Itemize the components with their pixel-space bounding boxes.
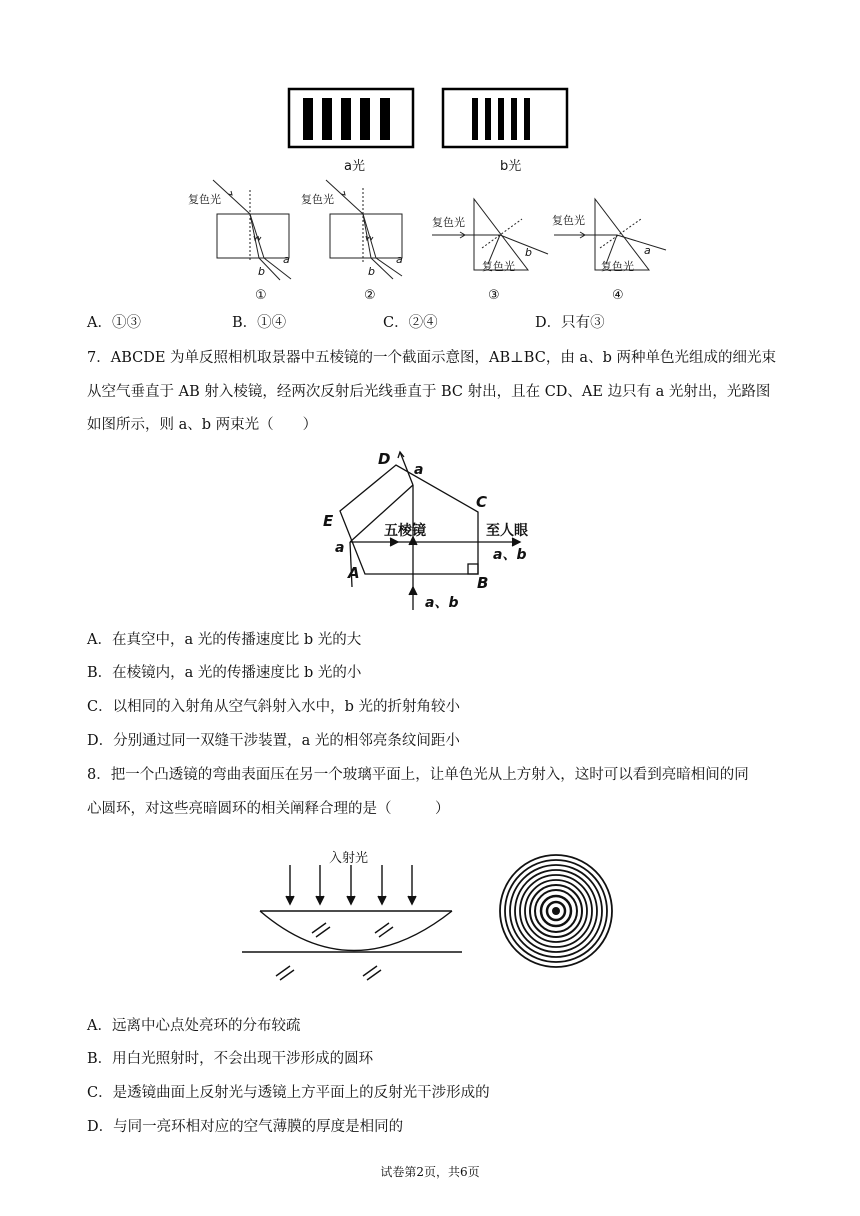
- q8-stem-line-1: 8．把一个凸透镜的弯曲表面压在另一个玻璃平面上，让单色光从上方射入，这时可以看到亮暗相间的同: [87, 767, 749, 783]
- q6-diagram-svg: [0, 0, 860, 320]
- q7-option-a: A．在真空中，a 光的传播速度比 b 光的大: [87, 632, 362, 648]
- vertex-c: C: [476, 493, 488, 511]
- newton-rings-svg: [0, 840, 860, 1000]
- q6-option-d: D．只有③: [535, 315, 605, 331]
- fig3-composite-in-label: 复色光: [432, 216, 465, 229]
- exit-ab-label: a、b: [493, 547, 527, 563]
- page-footer: 试卷第2页，共6页: [380, 1165, 480, 1179]
- a-label-left: a: [335, 540, 345, 556]
- q6-fig2: [326, 180, 402, 279]
- newton-rings: [500, 855, 612, 967]
- fig2-ray-b: b: [368, 265, 375, 278]
- fig-number-2: ②: [364, 288, 376, 303]
- fig3-ray-b: b: [525, 246, 532, 259]
- fig3-composite-out-label: 复色光: [482, 260, 515, 273]
- q7-stem-line-3: 如图所示，则 a、b 两束光（ ）: [87, 417, 318, 433]
- vertex-d: D: [378, 450, 391, 468]
- q6-option-b: B．①④: [232, 315, 287, 331]
- grating-b-label: b光: [500, 159, 522, 174]
- a-label-top: a: [414, 462, 424, 478]
- q7-stem-line-2: 从空气垂直于 AB 射入棱镜，经两次反射后光线垂直于 BC 射出，且在 CD、AE 边只有 a 光射出，光路图: [87, 384, 771, 400]
- vertex-b: B: [477, 574, 489, 592]
- fig2-ray-a: a: [396, 253, 403, 266]
- q8-option-b: B．用白光照射时，不会出现干涉形成的圆环: [87, 1051, 374, 1067]
- q7-option-d: D．分别通过同一双缝干涉装置，a 光的相邻亮条纹间距小: [87, 733, 460, 749]
- fig-number-3: ③: [488, 288, 500, 303]
- fig4-composite-out-label: 复色光: [601, 260, 634, 273]
- q6-option-a: A．①③: [87, 315, 141, 331]
- fig4-ray-a: a: [644, 244, 651, 257]
- eye-label: 至人眼: [486, 523, 528, 539]
- q8-option-c: C．是透镜曲面上反射光与透镜上方平面上的反射光干涉形成的: [87, 1085, 490, 1101]
- fig1-ray-b: b: [258, 265, 265, 278]
- grating-a-label: a光: [344, 159, 365, 174]
- q6-option-c: C．②④: [383, 315, 438, 331]
- q8-option-d: D．与同一亮环相对应的空气薄膜的厚度是相同的: [87, 1119, 404, 1135]
- fig2-composite-label: 复色光: [301, 193, 334, 206]
- fig1-ray-a: a: [283, 253, 290, 266]
- entry-ab-label: a、b: [425, 595, 459, 611]
- incident-light-label: 入射光: [329, 851, 369, 866]
- vertex-a: A: [348, 564, 360, 582]
- fig4-composite-in-label: 复色光: [552, 214, 585, 227]
- q7-option-c: C．以相同的入射角从空气斜射入水中，b 光的折射角较小: [87, 699, 460, 715]
- q6-fig1: [213, 180, 291, 280]
- grating-b: [443, 89, 567, 147]
- vertex-e: E: [323, 512, 334, 530]
- q8-option-a: A．远离中心点处亮环的分布较疏: [87, 1018, 301, 1034]
- fig-number-4: ④: [612, 288, 624, 303]
- fig-number-1: ①: [255, 288, 267, 303]
- q7-option-b: B．在棱镜内，a 光的传播速度比 b 光的小: [87, 665, 362, 681]
- grating-a: [289, 89, 413, 147]
- prism-label: 五棱镜: [384, 523, 426, 539]
- q7-stem-line-1: 7．ABCDE 为单反照相机取景器中五棱镜的一个截面示意图，AB⊥BC，由 a、b 两种单色光组成的细光束: [87, 350, 776, 366]
- fig1-composite-label: 复色光: [188, 193, 221, 206]
- q8-stem-line-2: 心圆环，对这些亮暗圆环的相关阐释合理的是（ ）: [87, 801, 450, 817]
